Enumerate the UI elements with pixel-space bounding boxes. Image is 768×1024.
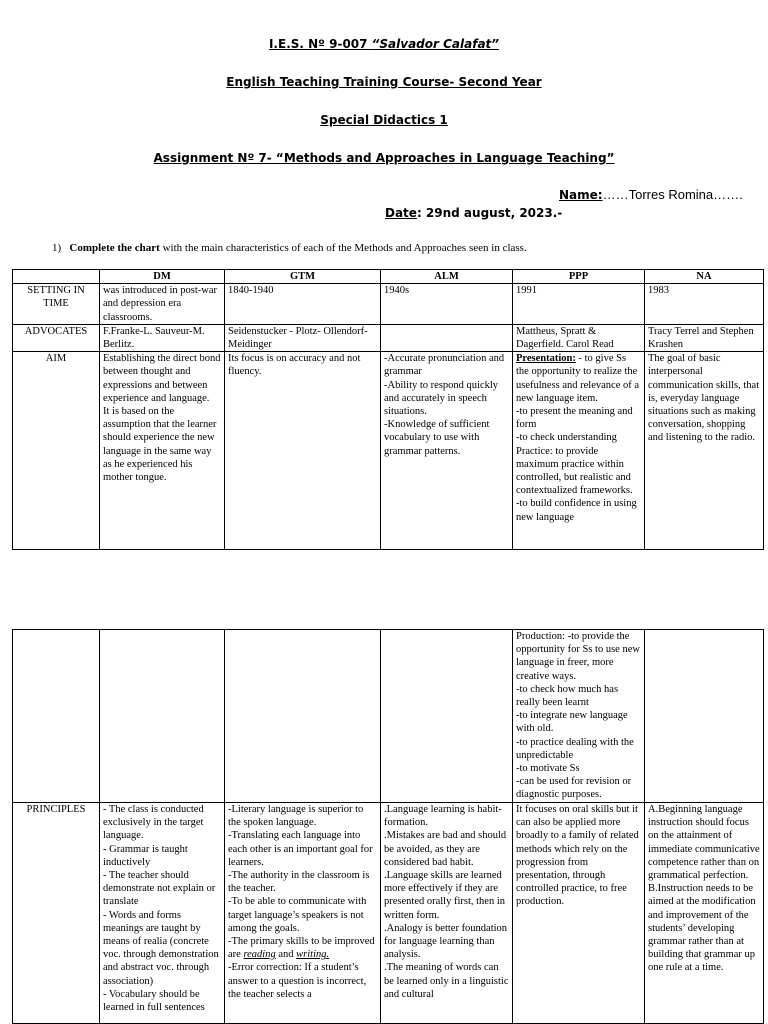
setting-row: [13, 284, 764, 325]
cell-aim-gtm: Its focus is on accuracy and not fluency.: [225, 352, 381, 550]
cell-line: - Vocabulary should be learned in full sentences: [103, 988, 205, 1014]
institute-heading: I.E.S. Nº 9-007 “Salvador Calafat”: [268, 37, 500, 51]
cell-line: -Translating each language into each other is an important goal for learners.: [228, 830, 373, 868]
cell-line: - Words and forms meanings are taught by means of realia (concrete voc. through demonstration and abstract voc. through association): [103, 909, 219, 987]
cell-advocates-alm: [381, 324, 513, 351]
cell-aim-na: The goal of basic interpersonal communication skills, that is, everyday language situations such as making conversation, shopping and listening to the radio.: [645, 352, 764, 550]
advocates-row: [13, 324, 764, 351]
cell-line: -Literary language is superior to the spoken language.: [228, 804, 364, 829]
cell-line: .Language skills are learned more effectively if they are presented orally first, then in written form.: [384, 870, 506, 921]
row-label-aim: AIM: [13, 352, 100, 550]
methods-chart-continued: [12, 629, 764, 1024]
column-header-alm: ALM: [381, 270, 513, 284]
cell-line: -to check understanding: [516, 432, 617, 444]
cell-line: .Mistakes are bad and should be avoided, as they are considered bad habit.: [384, 830, 507, 868]
cell-line: -To be able to communicate with target language’s speakers is not among the goals.: [228, 896, 367, 934]
cell-aim-alm: [381, 352, 513, 550]
cell-line: It is based on the assumption that the learner should experience the new language in the same way as he experienced his mother tongue.: [103, 406, 217, 484]
column-header-gtm: GTM: [225, 270, 381, 284]
cell-line: A.Beginning language instruction should focus on the attainment of immediate communicative competence rather than on grammatical perfection.: [648, 804, 760, 882]
cell-line: .Analogy is better foundation for language learning than analysis.: [384, 922, 508, 961]
row-label-setting: SETTING IN TIME: [13, 284, 100, 325]
cell-line: -to practice dealing with the unpredictable: [516, 736, 634, 761]
course-heading: English Teaching Training Course- Second Year: [226, 75, 542, 89]
writing-word: writing.: [296, 949, 330, 961]
cell-line: .The meaning of words can be learned only in a linguistic and cultural: [384, 962, 509, 1000]
reading-word: reading: [243, 949, 276, 961]
cell-line: -The authority in the classroom is the teacher.: [228, 870, 370, 895]
cell-principles-dm: [100, 803, 225, 1024]
cell-line: .Language learning is habit-formation.: [384, 804, 502, 829]
cell-aim-ppp: [513, 352, 645, 550]
cell-advocates-gtm: Seidenstucker - Plotz- Ollendorf- Meidinger: [225, 324, 381, 351]
cell-cont-alm: [381, 630, 513, 803]
column-header-dm: DM: [100, 270, 225, 284]
and-word: and: [275, 949, 294, 961]
cell-cont-label: [13, 630, 100, 803]
cell-advocates-na: Tracy Terrel and Stephen Krashen: [645, 324, 764, 351]
cell-cont-dm: [100, 630, 225, 803]
cell-advocates-ppp: Mattheus, Spratt & Dagerfield. Carol Read: [513, 324, 645, 351]
cell-aim-dm: [100, 352, 225, 550]
skills-text: -The primary skills to be improved are: [228, 936, 375, 961]
cell-setting-ppp: 1991: [513, 284, 645, 325]
cell-cont-na: [645, 630, 764, 803]
cell-cont-gtm: [225, 630, 381, 803]
column-header-na: NA: [645, 270, 764, 284]
instruction: 1) Complete the chart with the main characteristics of each of the Methods and Approaches seen in class.: [52, 242, 527, 254]
cell-line: -to motivate Ss: [516, 763, 580, 775]
principles-row: [13, 803, 764, 1024]
cell-advocates-dm: F.Franke-L. Sauveur-M. Berlitz.: [100, 324, 225, 351]
cell-line: -to integrate new language with old.: [516, 710, 628, 735]
methods-chart: [12, 269, 764, 550]
chart-header-row: [13, 270, 764, 284]
cell-line: -Accurate pronunciation and grammar: [384, 353, 505, 378]
cell-line: [516, 352, 641, 405]
cell-line: -Ability to respond quickly and accurately in speech situations.: [384, 379, 499, 418]
cell-setting-alm: 1940s: [381, 284, 513, 325]
cell-setting-na: 1983: [645, 284, 764, 325]
cell-line: Practice: to provide maximum practice within controlled, but realistic and contextualized frameworks.: [516, 445, 633, 497]
cell-line: B.Instruction needs to be aimed at the modification and improvement of the students’ developing grammar rather than at building that grammar up one rule at a time.: [648, 883, 756, 974]
cell-line: -can be used for revision or diagnostic purposes.: [516, 776, 632, 801]
cell-principles-ppp: It focuses on oral skills but it can also be applied more broadly to a family of related methods which rely on the progression from presentation, through controlled practice, to free production.: [513, 803, 645, 1024]
cell-setting-gtm: 1840-1940: [225, 284, 381, 325]
cell-line: - Grammar is taught inductively: [103, 843, 188, 868]
cell-principles-gtm: [225, 803, 381, 1024]
cell-line: -to present the meaning and form: [516, 406, 633, 431]
cell-line: -Error correction: If a student’s answer to a question is incorrect, the teacher selects a: [228, 962, 367, 1000]
presentation-label: Presentation:: [516, 353, 576, 365]
subject-heading: Special Didactics 1: [320, 113, 448, 127]
cell-line: -to check how much has really been learnt: [516, 683, 619, 709]
cell-cont-ppp: [513, 630, 645, 803]
cell-line: -Knowledge of sufficient vocabulary to use with grammar patterns.: [384, 419, 490, 457]
assignment-date: Date: 29nd august, 2023.-: [385, 206, 563, 220]
assignment-heading: Assignment Nº 7- “Methods and Approaches in Language Teaching”: [153, 151, 615, 165]
cell-principles-alm: [381, 803, 513, 1024]
aim-row: [13, 352, 764, 550]
cell-line: Production: -to provide the opportunity for Ss to use new language in freer, more creative ways.: [516, 631, 640, 682]
cell-line: -to build confidence in using new language: [516, 498, 637, 523]
presentation-text: - to give Ss the opportunity to realize the usefulness and relevance of a new language item.: [516, 353, 640, 404]
aim-continued-row: [13, 630, 764, 803]
column-header-ppp: PPP: [513, 270, 645, 284]
student-name: Name:……Torres Romina…….: [559, 187, 743, 202]
column-header-empty: [13, 270, 100, 284]
cell-principles-na: [645, 803, 764, 1024]
cell-line: [228, 935, 377, 961]
row-label-advocates: ADVOCATES: [13, 324, 100, 351]
cell-line: Establishing the direct bond between thought and expressions and between experience and language.: [103, 353, 221, 404]
cell-line: - The class is conducted exclusively in the target language.: [103, 804, 204, 842]
cell-setting-dm: was introduced in post-war and depression era classrooms.: [100, 284, 225, 325]
row-label-principles: PRINCIPLES: [13, 803, 100, 1024]
cell-line: - The teacher should demonstrate not explain or translate: [103, 870, 216, 908]
